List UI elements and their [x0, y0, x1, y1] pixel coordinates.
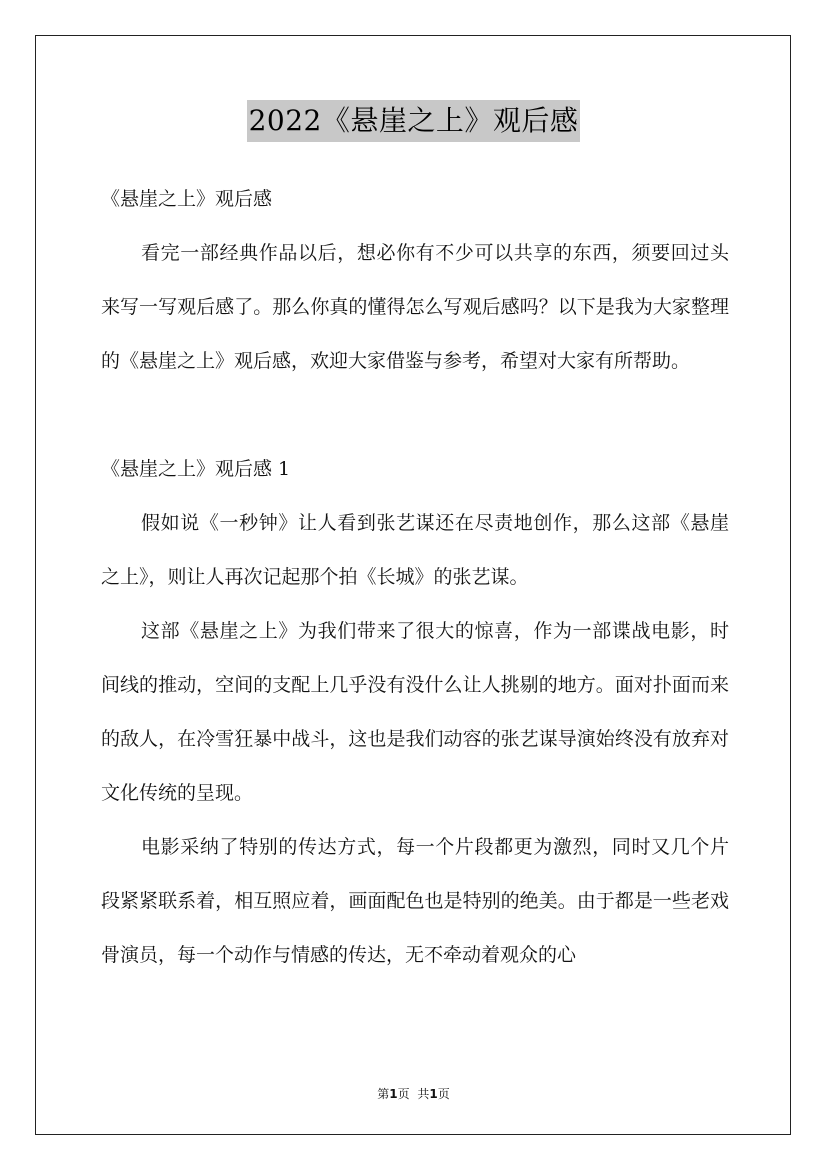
- section-heading: 《悬崖之上》观后感 1: [101, 458, 291, 480]
- document-subtitle: 《悬崖之上》观后感: [101, 188, 273, 210]
- title-container: [0, 100, 827, 142]
- body-paragraph-2: 这部《悬崖之上》为我们带来了很大的惊喜，作为一部谍战电影，时间线的推动，空间的支配上几乎没有没什么让人挑剔的地方。面对扑面而来的敌人，在冷雪狂暴中战斗，这也是我们动容的张艺谋导演始终没有放弃对文化传统的呈现。: [101, 620, 729, 804]
- document-title: 2022《悬崖之上》观后感: [247, 100, 581, 142]
- total-prefix: 共: [417, 1087, 430, 1101]
- intro-paragraph: 看完一部经典作品以后，想必你有不少可以共享的东西，须要回过头来写一写观后感了。那么你真的懂得怎么写观后感吗？以下是我为大家整理的《悬崖之上》观后感，欢迎大家借鉴与参考，希望对大家有所帮助。: [101, 242, 729, 372]
- page-number: 1: [389, 1087, 398, 1101]
- paragraph-spacer: [101, 388, 729, 442]
- total-pages: 1: [429, 1087, 438, 1101]
- document-body: [101, 172, 729, 982]
- body-paragraph-1: 假如说《一秒钟》让人看到张艺谋还在尽责地创作，那么这部《悬崖之上》，则让人再次记起那个拍《长城》的张艺谋。: [101, 512, 729, 588]
- page-prefix: 第: [377, 1087, 390, 1101]
- page-suffix: 页: [397, 1087, 410, 1101]
- body-paragraph-3: 电影采纳了特别的传达方式，每一个片段都更为激烈，同时又几个片段紧紧联系着，相互照应着，画面配色也是特别的绝美。由于都是一些老戏骨演员，每一个动作与情感的传达，无不牵动着观众的心: [101, 836, 729, 966]
- total-suffix: 页: [437, 1087, 450, 1101]
- page-footer: [0, 1085, 827, 1102]
